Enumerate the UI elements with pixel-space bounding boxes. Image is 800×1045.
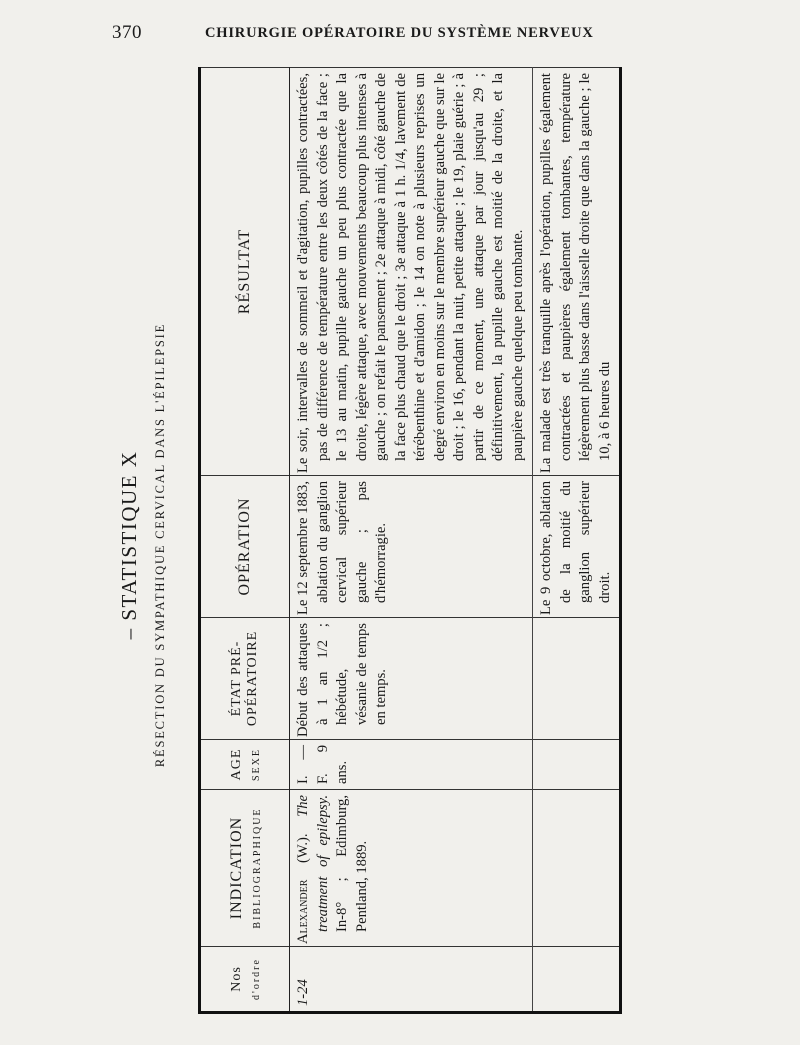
header-num-sub: d'ordre	[250, 958, 262, 1000]
cell-indication	[533, 790, 621, 947]
statistics-title-block	[114, 70, 186, 1020]
page-header	[0, 0, 800, 60]
table-header-row	[200, 68, 290, 1013]
header-num	[200, 947, 290, 1013]
cell-etat: Début des attaques à 1 an 1/2 ; hébétude, vésanie de temps en temps.	[290, 618, 533, 740]
cell-operation: Le 9 octobre, ablation de la moitié du ganglion supérieur droit.	[533, 476, 621, 618]
cell-work: The treatment of epilepsy.	[295, 795, 331, 932]
cell-num	[533, 947, 621, 1013]
table-row	[290, 68, 533, 1013]
statistics-subtitle: RÉSECTION DU SYMPATHIQUE CERVICAL DANS L'ÉPILEPSIE	[153, 322, 167, 768]
header-age-label: AGE	[228, 748, 244, 781]
cell-biblio: In-8° ; Edimburg, Pentland, 1889.	[334, 795, 370, 932]
statistics-title: – STATISTIQUE X	[117, 450, 141, 640]
header-indication-sub: BIBLIOGRAPHIQUE	[251, 807, 263, 929]
header-num-label: Nos	[228, 966, 244, 992]
header-resultat: RÉSULTAT	[200, 68, 290, 476]
cell-age-sex: I. — F. 9 ans.	[290, 740, 533, 790]
cell-etat	[533, 618, 621, 740]
header-indication	[200, 790, 290, 947]
running-head: CHIRURGIE OPÉRATOIRE DU SYSTÈME NERVEUX	[205, 25, 594, 41]
header-age-sub: SEXE	[250, 748, 262, 781]
cell-resultat: Le soir, intervalles de sommeil et d'agitation, pupilles contractées, pas de différence de température entre les deux côtés de la face ; le 13 au matin, pupille gauche un peu plus contractée que la droite, légère attaque, avec mouvements beaucoup plus intenses à gauche ; on refait le pansement ; 2e attaque à midi, côté gauche de la face plus chaud que le droit ; 3e attaque à 1 h. 1/4, lavement de térébenthine et d'amidon ; le 14 on note à plusieurs reprises un degré environ en moins sur le membre supérieur gauche que sur le droit ; le 16, pendant la nuit, petite attaque ; le 19, plaie guérie ; à partir de ce moment, une attaque par jour jusqu'au 29 ; définitivement, la pupille gauche est moitié de la droite, et la paupière gauche quelque peu tombante.	[290, 68, 533, 476]
statistics-table	[198, 67, 622, 1014]
header-etat: ÉTAT PRÉ-OPÉRATOIRE	[200, 618, 290, 740]
rotated-content	[114, 60, 794, 1020]
cell-num: 1-24	[290, 947, 533, 1013]
cell-indication	[290, 790, 533, 947]
table-row	[533, 68, 621, 1013]
cell-operation: Le 12 septembre 1883, ablation du ganglion cervical supérieur gauche ; pas d'hémorragie.	[290, 476, 533, 618]
page-number: 370	[112, 22, 142, 43]
cell-author: Alexander (W.).	[295, 833, 311, 944]
header-indication-label: INDICATION	[227, 816, 245, 920]
header-operation: OPÉRATION	[200, 476, 290, 618]
header-age	[200, 740, 290, 790]
cell-age-sex	[533, 740, 621, 790]
cell-resultat: La malade est très tranquille après l'opération, pupilles également contractées et paupières également tombantes, température légèrement plus basse dans l'aisselle droite que dans la gauche ; le 10, à 6 heures du	[533, 68, 621, 476]
